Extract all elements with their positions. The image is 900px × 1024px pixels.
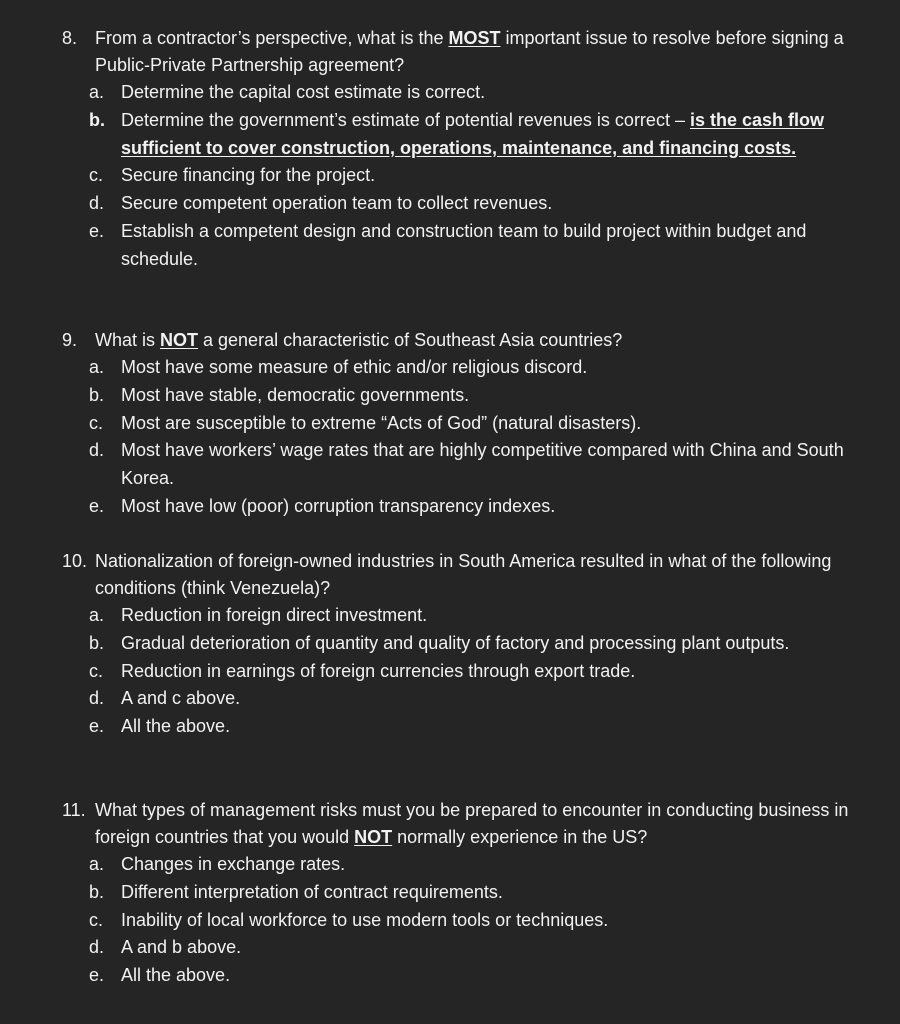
option-text: Inability of local workforce to use modern tools or techniques.	[121, 909, 609, 930]
option-10e	[89, 713, 900, 741]
option-text: Secure competent operation team to collect revenues.	[121, 193, 553, 214]
option-8a	[89, 79, 900, 107]
option-text: Secure financing for the project.	[121, 165, 376, 186]
option-10d	[89, 685, 900, 713]
option-9d	[89, 437, 900, 493]
option-letter: a.	[89, 854, 105, 874]
option-text: Most have low (poor) corruption transparency indexes.	[121, 495, 556, 516]
option-text: Gradual deterioration of quantity and quality of factory and processing plant outputs.	[121, 632, 790, 653]
option-text: Most have stable, democratic governments.	[121, 384, 470, 405]
option-text: Changes in exchange rates.	[121, 854, 346, 874]
option-10b	[89, 630, 900, 658]
option-letter: c.	[89, 909, 104, 930]
option-9a	[89, 354, 900, 382]
question-8-stem	[62, 25, 900, 79]
question-number: 8.	[62, 28, 78, 48]
option-text: A and b above.	[121, 937, 242, 958]
question-text: Nationalization of foreign-owned industries in South America resulted in what of the following conditions (think Venezuela)?	[95, 551, 832, 598]
question-number: 10.	[62, 551, 88, 571]
question-text: What types of management risks must you be prepared to encounter in conducting business in foreign countries that you would NOT normally experience in the US?	[95, 800, 849, 847]
option-letter: b.	[89, 109, 105, 130]
option-text: Determine the capital cost estimate is correct.	[121, 82, 486, 102]
question-11	[0, 797, 900, 990]
option-10c	[89, 658, 900, 686]
emphasis-most: MOST	[448, 28, 501, 48]
option-letter: c.	[89, 660, 104, 681]
option-letter: a.	[89, 605, 105, 625]
option-9e	[89, 493, 900, 521]
option-9c	[89, 410, 900, 438]
question-9	[0, 327, 900, 521]
option-11d	[89, 934, 900, 962]
option-text: All the above.	[121, 716, 231, 737]
option-letter: c.	[89, 165, 104, 186]
option-9b	[89, 382, 900, 410]
question-9-stem	[62, 327, 900, 354]
option-letter: b.	[89, 384, 105, 405]
option-letter: b.	[89, 881, 105, 902]
option-letter: e.	[89, 716, 105, 737]
emphasis-not: NOT	[354, 827, 393, 847]
option-text: All the above.	[121, 965, 231, 986]
question-text: From a contractor’s perspective, what is the MOST important issue to resolve before signing a Public-Private Partnership agreement?	[95, 28, 844, 75]
option-text: Establish a competent design and construction team to build project within budget and schedule.	[121, 220, 807, 269]
question-number: 11.	[62, 800, 86, 820]
option-11a	[89, 851, 900, 879]
option-letter: a.	[89, 357, 105, 377]
option-text: Different interpretation of contract requirements.	[121, 881, 503, 902]
option-8e	[89, 218, 900, 274]
option-letter: b.	[89, 632, 105, 653]
option-11e	[89, 962, 900, 990]
option-10a	[89, 602, 900, 630]
option-11c	[89, 907, 900, 935]
option-text: Most have workers’ wage rates that are highly competitive compared with China and South Korea.	[121, 440, 844, 489]
highlighted-answer: is the cash flow sufficient to cover construction, operations, maintenance, and financing costs.	[121, 109, 824, 158]
option-letter: d.	[89, 440, 105, 461]
option-11b	[89, 879, 900, 907]
option-text: Most are susceptible to extreme “Acts of God” (natural disasters).	[121, 412, 642, 433]
option-8b	[89, 107, 900, 163]
option-text: Reduction in earnings of foreign currencies through export trade.	[121, 660, 636, 681]
emphasis-not: NOT	[160, 330, 199, 350]
option-letter: d.	[89, 688, 105, 709]
question-11-stem	[62, 797, 900, 851]
option-8d	[89, 190, 900, 218]
option-text: Most have some measure of ethic and/or religious discord.	[121, 357, 588, 377]
option-letter: d.	[89, 193, 105, 214]
option-letter: e.	[89, 495, 105, 516]
option-letter: d.	[89, 937, 105, 958]
option-text: A and c above.	[121, 688, 241, 709]
question-text: What is NOT a general characteristic of Southeast Asia countries?	[95, 330, 623, 350]
question-10	[0, 548, 900, 741]
option-text: Determine the government’s estimate of potential revenues is correct – is the cash flow sufficient to cover construction, operations, maintenance, and financing costs.	[121, 109, 824, 158]
option-text: Reduction in foreign direct investment.	[121, 605, 428, 625]
option-letter: e.	[89, 965, 105, 986]
option-letter: e.	[89, 220, 105, 241]
question-8	[0, 25, 900, 274]
option-letter: a.	[89, 82, 105, 102]
option-8c	[89, 162, 900, 190]
question-number: 9.	[62, 330, 78, 350]
option-letter: c.	[89, 412, 104, 433]
question-10-stem	[62, 548, 900, 602]
